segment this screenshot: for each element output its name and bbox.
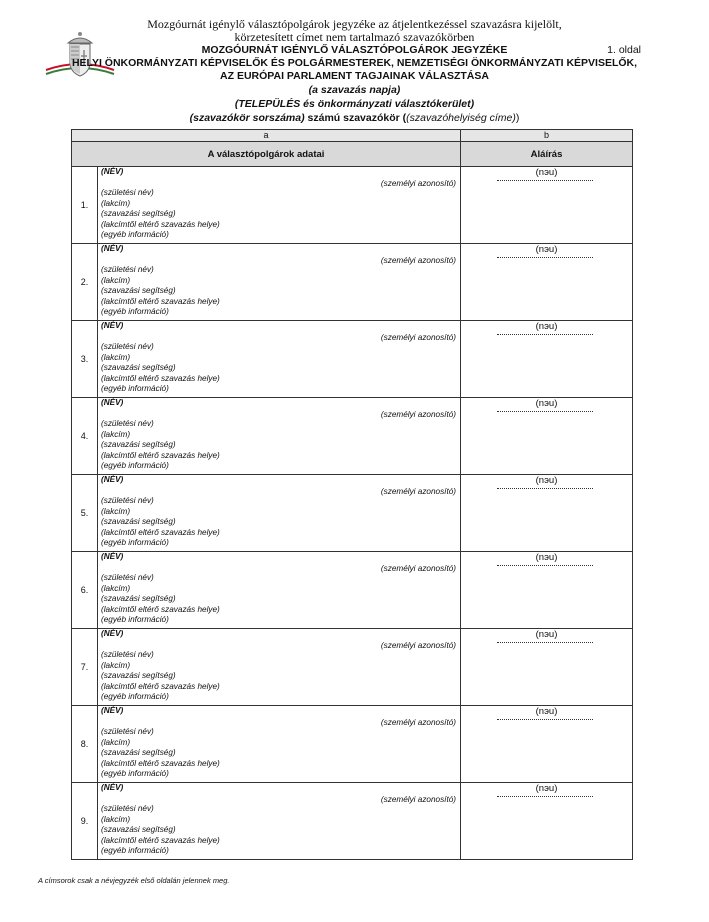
- address: (lakcím): [101, 583, 131, 593]
- alternate-voting-place: (lakcímtől eltérő szavazás helye): [101, 758, 220, 768]
- signature-line: [497, 718, 593, 720]
- row-number: 4.: [72, 398, 98, 475]
- signature-cell[interactable]: [461, 706, 633, 783]
- table-row: [72, 475, 633, 552]
- voter-register-table: [71, 129, 633, 860]
- other-info: (egyéb információ): [101, 230, 169, 240]
- voter-name: (NÉV): [101, 706, 124, 715]
- signature-cell[interactable]: [461, 552, 633, 629]
- birth-name: (születési név): [101, 804, 154, 813]
- signature-hint: (nэu): [535, 398, 558, 409]
- table-row: [72, 706, 633, 783]
- district-mid: számú szavazókör (: [304, 112, 407, 124]
- signature-line: [497, 410, 593, 412]
- row-number: 3.: [72, 321, 98, 398]
- row-number: 6.: [72, 552, 98, 629]
- table-row: [72, 629, 633, 706]
- voting-assistance: (szavazási segítség): [101, 440, 176, 450]
- voter-name: (NÉV): [101, 475, 124, 484]
- signature-hint: (nэu): [535, 244, 558, 255]
- table-row: [72, 398, 633, 475]
- table-row: [72, 552, 633, 629]
- alternate-voting-place: (lakcímtől eltérő szavazás helye): [101, 219, 220, 229]
- header-top-line-1: Mozgóurnát igénylő választópolgárok jegyzéke az átjelentkezéssel szavazásra kijelölt,: [147, 17, 562, 31]
- address: (lakcím): [101, 429, 131, 439]
- personal-id: (személyi azonosító): [380, 179, 457, 188]
- voter-name: (NÉV): [101, 244, 124, 253]
- voter-data-cell: [98, 244, 461, 321]
- birth-name: (születési név): [101, 419, 154, 428]
- voter-data-cell: [98, 629, 461, 706]
- personal-id: (személyi azonosító): [380, 333, 457, 342]
- voter-name: (NÉV): [101, 552, 124, 561]
- voter-details: [101, 265, 220, 318]
- signature-hint: (nэu): [535, 475, 558, 486]
- voter-details: [101, 573, 220, 626]
- personal-id: (személyi azonosító): [380, 487, 457, 496]
- personal-id: (személyi azonosító): [380, 410, 457, 419]
- election-date: (a szavazás napja): [308, 84, 401, 96]
- signature-line: [497, 641, 593, 643]
- personal-id: (személyi azonosító): [380, 641, 457, 650]
- column-letter-a: a: [72, 130, 461, 142]
- signature-hint: (nэu): [535, 552, 558, 563]
- column-header-row: [72, 142, 633, 167]
- row-number: 8.: [72, 706, 98, 783]
- district-address: (szavazóhelyiség címe): [406, 112, 516, 124]
- table-row: [72, 321, 633, 398]
- birth-name: (születési név): [101, 188, 154, 197]
- voter-data-cell: [98, 783, 461, 860]
- signature-line: [497, 564, 593, 566]
- voter-data-cell: [98, 167, 461, 244]
- other-info: (egyéb információ): [101, 461, 169, 471]
- voting-assistance: (szavazási segítség): [101, 594, 176, 604]
- header-top-line-2: körzetesített címet nem tartalmazó szavazókörben: [234, 30, 475, 44]
- row-number: 7.: [72, 629, 98, 706]
- other-info: (egyéb információ): [101, 538, 169, 548]
- voter-data-cell: [98, 398, 461, 475]
- signature-cell[interactable]: [461, 167, 633, 244]
- alternate-voting-place: (lakcímtől eltérő szavazás helye): [101, 681, 220, 691]
- other-info: (egyéb információ): [101, 692, 169, 702]
- signature-hint: (nэu): [535, 629, 558, 640]
- district-end: ): [515, 112, 520, 124]
- row-number: 5.: [72, 475, 98, 552]
- district-line: [0, 112, 709, 124]
- footnote: A címsorok csak a névjegyzék első oldalán jelennek meg.: [38, 876, 230, 885]
- other-info: (egyéb információ): [101, 384, 169, 394]
- voting-assistance: (szavazási segítség): [101, 209, 176, 219]
- address: (lakcím): [101, 660, 131, 670]
- voter-details: [101, 188, 220, 241]
- birth-name: (születési név): [101, 342, 154, 351]
- signature-hint: (nэu): [535, 167, 558, 178]
- row-number: 2.: [72, 244, 98, 321]
- voter-data-cell: [98, 321, 461, 398]
- row-number: 9.: [72, 783, 98, 860]
- voter-name: (NÉV): [101, 783, 124, 792]
- voting-assistance: (szavazási segítség): [101, 748, 176, 758]
- voting-assistance: (szavazási segítség): [101, 517, 176, 527]
- voting-assistance: (szavazási segítség): [101, 825, 176, 835]
- birth-name: (születési név): [101, 650, 154, 659]
- alternate-voting-place: (lakcímtől eltérő szavazás helye): [101, 373, 220, 383]
- voter-details: [101, 727, 220, 780]
- other-info: (egyéb információ): [101, 615, 169, 625]
- election-line-1: HELYI ÖNKORMÁNYZATI KÉPVISELŐK ÉS POLGÁRMESTEREK, NEMZETISÉGI ÖNKORMÁNYZATI KÉPVISELŐK,: [71, 57, 638, 69]
- alternate-voting-place: (lakcímtől eltérő szavazás helye): [101, 835, 220, 845]
- signature-cell[interactable]: [461, 783, 633, 860]
- address: (lakcím): [101, 814, 131, 824]
- table-row: [72, 783, 633, 860]
- voting-assistance: (szavazási segítség): [101, 363, 176, 373]
- voter-name: (NÉV): [101, 398, 124, 407]
- address: (lakcím): [101, 506, 131, 516]
- signature-line: [497, 795, 593, 797]
- signature-line: [497, 487, 593, 489]
- signature-hint: (nэu): [535, 321, 558, 332]
- voter-data-cell: [98, 552, 461, 629]
- signature-cell[interactable]: [461, 398, 633, 475]
- address: (lakcím): [101, 352, 131, 362]
- signature-line: [497, 256, 593, 258]
- signature-cell[interactable]: [461, 475, 633, 552]
- birth-name: (születési név): [101, 496, 154, 505]
- header-voter-data: A választópolgárok adatai: [72, 142, 461, 167]
- personal-id: (személyi azonosító): [380, 256, 457, 265]
- address: (lakcím): [101, 198, 131, 208]
- row-number: 1.: [72, 167, 98, 244]
- signature-cell[interactable]: [461, 321, 633, 398]
- voting-assistance: (szavazási segítség): [101, 671, 176, 681]
- voter-name: (NÉV): [101, 321, 124, 330]
- other-info: (egyéb információ): [101, 846, 169, 856]
- alternate-voting-place: (lakcímtől eltérő szavazás helye): [101, 450, 220, 460]
- settlement: (TELEPÜLÉS és önkormányzati választókerület): [234, 98, 475, 110]
- signature-hint: (nэu): [535, 783, 558, 794]
- voter-data-cell: [98, 475, 461, 552]
- other-info: (egyéb információ): [101, 769, 169, 779]
- voter-name: (NÉV): [101, 167, 124, 176]
- table-row: [72, 244, 633, 321]
- alternate-voting-place: (lakcímtől eltérő szavazás helye): [101, 296, 220, 306]
- column-letter-b: b: [461, 130, 633, 142]
- voter-details: [101, 804, 220, 857]
- personal-id: (személyi azonosító): [380, 718, 457, 727]
- voting-assistance: (szavazási segítség): [101, 286, 176, 296]
- birth-name: (születési név): [101, 573, 154, 582]
- voter-details: [101, 496, 220, 549]
- signature-line: [497, 333, 593, 335]
- voter-details: [101, 419, 220, 472]
- other-info: (egyéb információ): [101, 307, 169, 317]
- signature-hint: (nэu): [535, 706, 558, 717]
- district-number: (szavazókör sorszáma): [189, 112, 305, 124]
- signature-line: [497, 179, 593, 181]
- election-line-2: AZ EURÓPAI PARLAMENT TAGJAINAK VÁLASZTÁSA: [220, 70, 489, 82]
- personal-id: (személyi azonosító): [380, 795, 457, 804]
- voter-details: [101, 342, 220, 395]
- page-title: MOZGÓURNÁT IGÉNYLŐ VÁLASZTÓPOLGÁROK JEGYZÉKE: [201, 44, 508, 56]
- voter-name: (NÉV): [101, 629, 124, 638]
- table-row: [72, 167, 633, 244]
- column-letter-row: [72, 130, 633, 142]
- signature-cell[interactable]: [461, 629, 633, 706]
- personal-id: (személyi azonosító): [380, 564, 457, 573]
- voter-details: [101, 650, 220, 703]
- signature-cell[interactable]: [461, 244, 633, 321]
- voter-data-cell: [98, 706, 461, 783]
- address: (lakcím): [101, 275, 131, 285]
- alternate-voting-place: (lakcímtől eltérő szavazás helye): [101, 604, 220, 614]
- address: (lakcím): [101, 737, 131, 747]
- page-number: 1. oldal: [607, 44, 641, 56]
- header-signature: Aláírás: [461, 142, 633, 167]
- birth-name: (születési név): [101, 727, 154, 736]
- alternate-voting-place: (lakcímtől eltérő szavazás helye): [101, 527, 220, 537]
- birth-name: (születési név): [101, 265, 154, 274]
